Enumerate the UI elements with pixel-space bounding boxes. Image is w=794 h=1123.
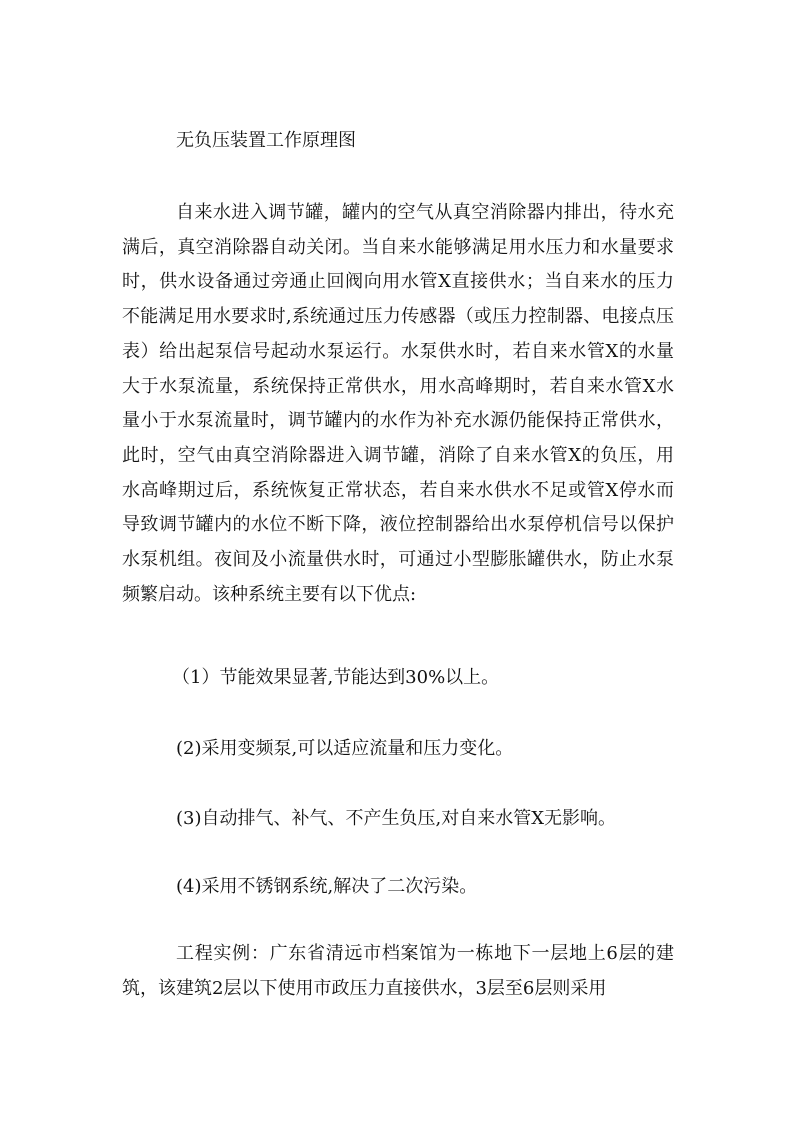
document-title: 无负压装置工作原理图 — [176, 130, 356, 151]
advantage-item-3: (3)自动排气、补气、不产生负压,对自来水管X无影响。 — [176, 808, 617, 829]
advantage-item-4: (4)采用不锈钢系统,解决了二次污染。 — [176, 876, 478, 897]
advantage-item-2: (2)采用变频泵,可以适应流量和压力变化。 — [176, 738, 514, 759]
engineering-example-paragraph: 工程实例：广东省清远市档案馆为一栋地下一层地上6层的建筑，该建筑2层以下使用市政压力直接供水，3层至6层则采用 — [122, 943, 674, 999]
principle-paragraph: 自来水进入调节罐，罐内的空气从真空消除器内排出，待水充满后，真空消除器自动关闭。当自来水能够满足用水压力和水量要求时，供水设备通过旁通止回阀向用水管X直接供水；当自来水的压力不能满足用水要求时,系统通过压力传感器（或压力控制器、电接点压表）给出起泵信号起动水泵运行。水泵供水时，若自来水管X的水量大于水泵流量，系统保持正常供水，用水高峰期时，若自来水管X水量小于水泵流量时，调节罐内的水作为补充水源仍能保持正常供水，此时，空气由真空消除器进入调节罐，消除了自来水管X的负压，用水高峰期过后，系统恢复正常状态，若自来水供水不足或管X停水而导致调节罐内的水位不断下降，液位控制器给出水泵停机信号以保护水泵机组。夜间及小流量供水时，可通过小型膨胀罐供水，防止水泵频繁启动。该种系统主要有以下优点: — [122, 202, 674, 605]
advantage-item-1: （1）节能效果显著,节能达到30%以上。 — [172, 667, 500, 688]
